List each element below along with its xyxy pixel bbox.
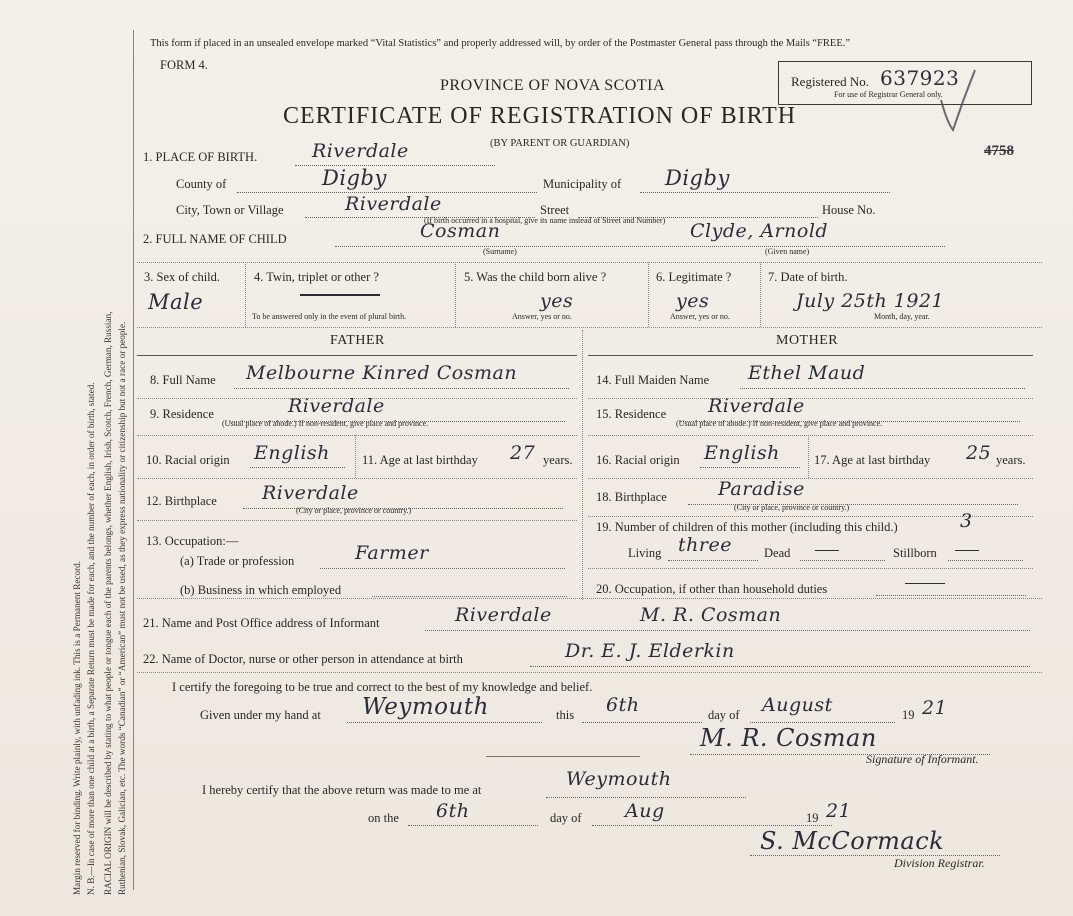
mother-stillborn-label: Stillborn [893, 546, 937, 560]
hospital-note: (If birth occurred in a hospital, give its name instead of Street and Number) [424, 216, 666, 225]
father-age: 27 [510, 442, 536, 464]
mother-occupation-dash [905, 583, 945, 584]
mother-stillborn-dash [955, 550, 979, 551]
registrar-month: Aug [625, 800, 665, 822]
father-name: Melbourne Kinred Cosman [246, 362, 518, 384]
mother-heading: MOTHER [776, 333, 839, 348]
dob-value: July 25th 1921 [796, 290, 945, 312]
given-caption: (Given name) [765, 247, 810, 256]
twin-label: 4. Twin, triplet or other ? [254, 270, 379, 284]
mother-dead-dash [815, 550, 839, 551]
mother-occupation-label: 20. Occupation, if other than household duties [596, 582, 828, 596]
child-name-label: 2. FULL NAME OF CHILD [143, 232, 287, 246]
mother-dead-label: Dead [764, 546, 791, 560]
mother-age: 25 [966, 442, 992, 464]
informant-signature: M. R. Cosman [700, 724, 877, 752]
mother-birthplace-label: 18. Birthplace [596, 490, 667, 504]
postal-notice: This form if placed in an unsealed envelope marked “Vital Statistics” and properly addressed will, by order of the Postmaster General pass through the Mails “FREE.” [150, 38, 851, 49]
registrar-year-prefix: 19 [806, 811, 819, 825]
doctor-label: 22. Name of Doctor, nurse or other person in attendance at birth [143, 652, 463, 666]
corner-number: 4758 [984, 143, 1014, 159]
province-heading: PROVINCE OF NOVA SCOTIA [440, 77, 666, 94]
given-year: 21 [922, 697, 948, 719]
father-age-unit: years. [543, 453, 573, 467]
father-birthplace-label: 12. Birthplace [146, 494, 217, 508]
given-month: August [762, 694, 833, 716]
given-label: Given under my hand at [200, 708, 321, 722]
county-value: Digby [322, 166, 387, 190]
registrar-caption: Division Registrar. [894, 856, 985, 870]
margin-note-nationality: Ruthenian, Slovak, Galician, etc. The words “Canadian” or “American” must not be used, as they express nationality or citizenship but not a race or people. [117, 321, 127, 895]
place-label: 1. PLACE OF BIRTH. [143, 150, 258, 164]
mother-name-label: 14. Full Maiden Name [596, 373, 710, 387]
mother-residence-caption: (Usual place of abode.) If non-resident, give place and province. [676, 419, 883, 428]
day-of-label: day of [708, 708, 740, 722]
registrar-day-of-label: day of [550, 811, 582, 825]
twin-note: To be answered only in the event of plural birth. [252, 312, 407, 321]
informant-name: M. R. Cosman [640, 604, 782, 626]
doctor-name: Dr. E. J. Elderkin [565, 640, 735, 662]
father-occupation-label: 13. Occupation:— [146, 534, 239, 548]
registrar-on-label: on the [368, 811, 399, 825]
father-birthplace-caption: (City or place, province or country.) [296, 506, 412, 515]
place-value: Riverdale [312, 140, 409, 162]
form-number: FORM 4. [160, 58, 208, 72]
father-heading: FATHER [330, 333, 385, 348]
registered-label: Registered No. [791, 74, 869, 89]
sex-label: 3. Sex of child. [144, 270, 221, 284]
father-name-label: 8. Full Name [150, 373, 216, 387]
mother-racial: English [704, 442, 780, 464]
given-place: Weymouth [362, 694, 489, 720]
father-residence-label: 9. Residence [150, 407, 214, 421]
mother-name: Ethel Maud [748, 362, 866, 384]
father-age-label: 11. Age at last birthday [362, 453, 478, 467]
child-given-name: Clyde, Arnold [690, 220, 829, 242]
father-racial: English [254, 442, 330, 464]
city-label: City, Town or Village [176, 203, 284, 217]
year-prefix: 19 [902, 708, 915, 722]
informant-signature-caption: Signature of Informant. [866, 752, 979, 766]
municipality-label: Municipality of [543, 177, 622, 191]
alive-value: yes [540, 290, 574, 312]
dob-caption: Month, day, year. [874, 312, 930, 321]
document-subtitle: (BY PARENT OR GUARDIAN) [490, 138, 630, 149]
legit-caption: Answer, yes or no. [670, 312, 730, 321]
alive-label: 5. Was the child born alive ? [464, 270, 607, 284]
municipality-value: Digby [665, 166, 730, 190]
mother-residence-label: 15. Residence [596, 407, 667, 421]
informant-label: 21. Name and Post Office address of Informant [143, 616, 380, 630]
legit-value: yes [676, 290, 710, 312]
mother-age-label: 17. Age at last birthday [814, 453, 931, 467]
margin-note-racial-origin: RACIAL ORIGIN will be described by stating to what people or tongue each of the parents belongs, whether English, Irish, Scotch, French, German, Russian, [103, 311, 113, 895]
mother-children-label: 19. Number of children of this mother (including this child.) [596, 520, 898, 534]
registrar-statement: I hereby certify that the above return was made to me at [202, 783, 482, 797]
mother-children: 3 [960, 510, 973, 532]
father-racial-label: 10. Racial origin [146, 453, 230, 467]
mother-living-label: Living [628, 546, 662, 560]
dob-label: 7. Date of birth. [768, 270, 848, 284]
margin-note-multiple-birth: N. B.—In case of more than one child at a birth, a Separate Return must be made for each, and the number of each, in order of birth, stated. [86, 382, 96, 895]
mother-age-unit: years. [996, 453, 1026, 467]
margin-note-binding: Margin reserved for binding. Write plainly, with unfading ink. This is a Permanent Record. [72, 560, 82, 895]
mother-residence: Riverdale [708, 395, 805, 417]
registrar-note: For use of Registrar General only. [834, 90, 943, 99]
given-day: 6th [606, 694, 640, 716]
mother-racial-label: 16. Racial origin [596, 453, 680, 467]
sex-value: Male [148, 290, 204, 314]
registrar-day: 6th [436, 800, 470, 822]
this-label: this [556, 708, 575, 722]
document-title: CERTIFICATE OF REGISTRATION OF BIRTH [283, 103, 797, 129]
pencil-mark-icon [935, 60, 985, 140]
mother-living: three [678, 534, 732, 556]
registrar-year: 21 [826, 800, 852, 822]
margin-rule [133, 30, 134, 890]
father-trade-label: (a) Trade or profession [180, 554, 295, 568]
surname-caption: (Surname) [483, 247, 517, 256]
mother-birthplace: Paradise [718, 478, 805, 500]
city-value: Riverdale [345, 193, 442, 215]
legit-label: 6. Legitimate ? [656, 270, 732, 284]
street-label: Street [540, 203, 570, 217]
child-surname: Cosman [420, 220, 501, 242]
mother-birthplace-caption: (City or place, province or country.) [734, 503, 850, 512]
father-residence-caption: (Usual place of abode.) If non-resident, give place and province. [222, 419, 429, 428]
house-label: House No. [822, 203, 876, 217]
certify-statement: I certify the foregoing to be true and correct to the best of my knowledge and belief. [172, 680, 593, 694]
registrar-signature: S. McCormack [760, 827, 945, 855]
twin-dash [300, 294, 380, 296]
county-label: County of [176, 177, 227, 191]
informant-address: Riverdale [455, 604, 552, 626]
father-trade: Farmer [355, 542, 429, 564]
father-business-label: (b) Business in which employed [180, 583, 342, 597]
father-residence: Riverdale [288, 395, 385, 417]
registered-number: 637923 [880, 66, 960, 90]
registrar-place: Weymouth [566, 768, 672, 790]
alive-caption: Answer, yes or no. [512, 312, 572, 321]
father-birthplace: Riverdale [262, 482, 359, 504]
